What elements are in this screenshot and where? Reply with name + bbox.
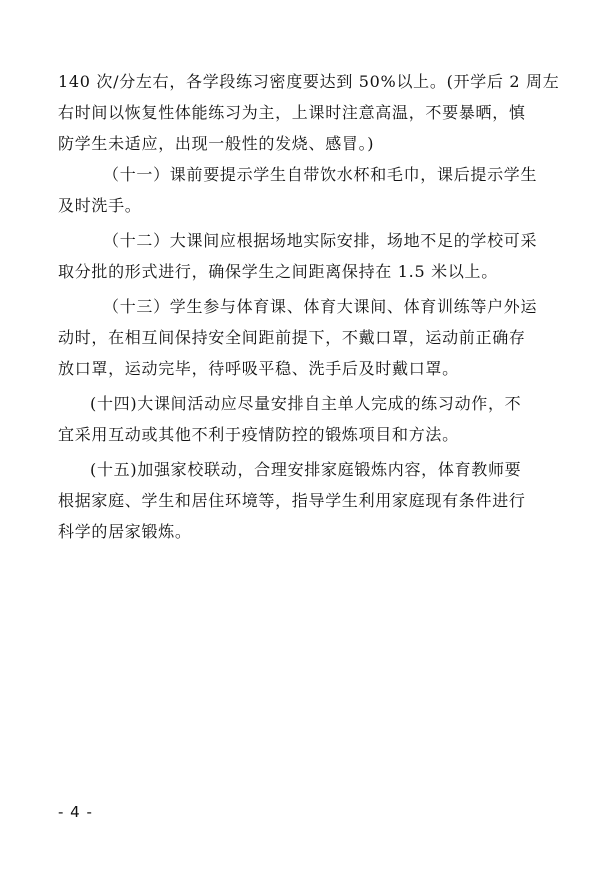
text-line: 防学生未适应，出现一般性的发烧、感冒。) <box>58 134 375 153</box>
paragraph-item-15 <box>58 454 550 547</box>
text-line: 根据家庭、学生和居住环境等，指导学生利用家庭现有条件进行 <box>58 491 526 510</box>
text-line: （十二）大课间应根据场地实际安排，场地不足的学校可采 <box>103 231 538 250</box>
text-line: （十三）学生参与体育课、体育大课间、体育训练等户外运 <box>103 297 538 316</box>
document-body <box>58 66 560 547</box>
text-line: 宜采用互动或其他不利于疫情防控的锻炼项目和方法。 <box>58 425 459 444</box>
page-number: - 4 - <box>58 803 93 821</box>
text-line: 放口罩，运动完毕，待呼吸平稳、洗手后及时戴口罩。 <box>58 359 459 378</box>
paragraph-item-14 <box>58 388 550 450</box>
text-line: 科学的居家锻炼。 <box>58 522 192 541</box>
paragraph-item-11 <box>58 159 550 221</box>
text-line: 取分批的形式进行，确保学生之间距离保持在 1.5 米以上。 <box>58 262 498 281</box>
text-line: （十一）课前要提示学生自带饮水杯和毛巾，课后提示学生 <box>103 165 538 184</box>
text-line: 动时，在相互间保持安全间距前提下，不戴口罩，运动前正确存 <box>58 328 526 347</box>
text-line: 右时间以恢复性体能练习为主，上课时注意高温，不要暴晒，慎 <box>58 103 526 122</box>
text-line: 140 次/分左右，各学段练习密度要达到 50%以上。(开学后 2 周左 <box>58 72 560 91</box>
text-line: (十四)大课间活动应尽量安排自主单人完成的练习动作，不 <box>90 394 522 413</box>
paragraph-continuation <box>58 66 560 159</box>
paragraph-item-12 <box>58 225 550 287</box>
text-line: 及时洗手。 <box>58 196 142 215</box>
paragraph-item-13 <box>58 291 550 384</box>
text-line: (十五)加强家校联动，合理安排家庭锻炼内容，体育教师要 <box>90 460 522 479</box>
